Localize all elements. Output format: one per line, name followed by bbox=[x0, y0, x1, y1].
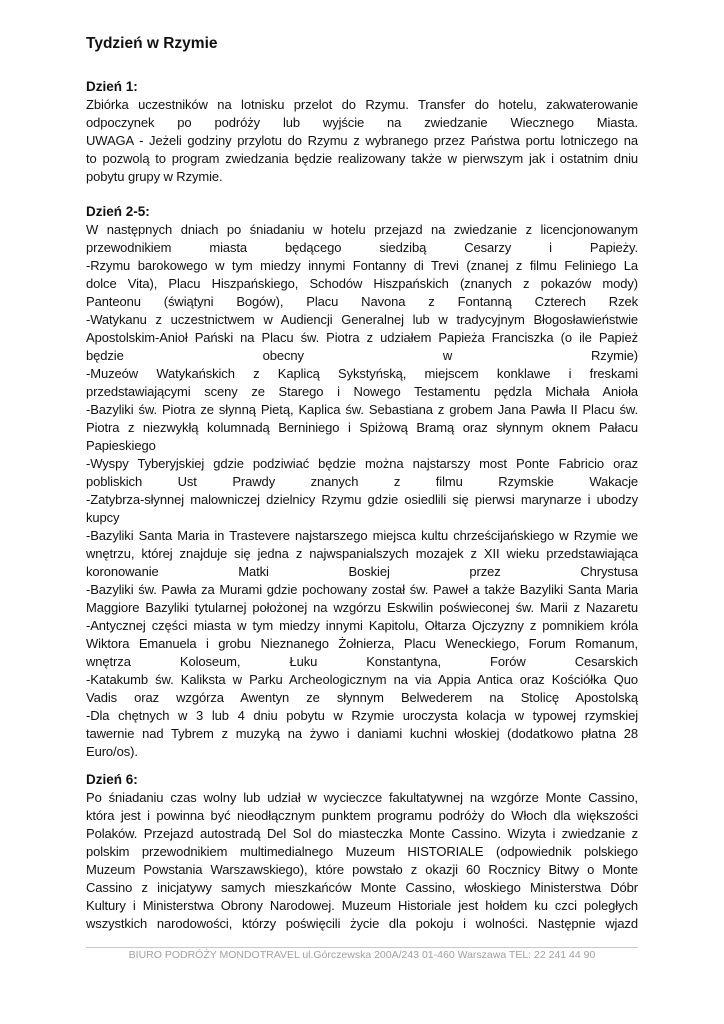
text-line: Papieskiego bbox=[86, 438, 156, 453]
text-line: -Antycznej części miasta w tym miedzy innymi Kapitolu, Ołtarza Ojczyzny z pomnikiem króla bbox=[86, 618, 638, 633]
text-line: koronowanie Matki Boskiej przez Chrystusa bbox=[86, 564, 638, 579]
text-line: UWAGA - Jeżeli godziny przylotu do Rzymu z wybranego przez Państwa portu lotniczego na bbox=[86, 133, 638, 148]
text-line: Polaków. Przejazd autostradą Del Sol do miasteczka Monte Cassino. Wizyta i zwiedzanie z bbox=[86, 826, 638, 841]
text-line: Piotra z niezwykłą kolumnadą Berniniego i Spiżową Bramą oraz słynnym oknem Pałacu bbox=[86, 420, 638, 435]
text-line: Cassino z inicjatywy samych mieszkańców Monte Cassino, włoskiego Ministerstwa Dóbr bbox=[86, 880, 638, 895]
day-6-section bbox=[86, 771, 638, 933]
text-line: Zbiórka uczestników na lotnisku przelot do Rzymu. Transfer do hotelu, zakwaterowanie bbox=[86, 97, 638, 112]
text-line: pobytu grupy w Rzymie. bbox=[86, 169, 223, 184]
text-line: kupcy bbox=[86, 510, 120, 525]
text-line: dolce Vita), Placu Hiszpańskiego, Schodów Hiszpańskich (znanych z pokazów mody) bbox=[86, 276, 638, 291]
text-line: tawernie nad Tybrem z muzyką na żywo i daniami kuchni włoskiej (dodatkowo płatna 28 bbox=[86, 726, 638, 741]
text-line: -Rzymu barokowego w tym miedzy innymi Fontanny di Trevi (znanej z filmu Feliniego La bbox=[86, 258, 638, 273]
text-line: Maggiore Bazyliki tytularnej położonej na wzgórzu Eskwilin poświeconej św. Marii z Nazaretu bbox=[86, 600, 638, 615]
text-line: W następnych dniach po śniadaniu w hotelu przejazd na zwiedzanie z licencjonowanym bbox=[86, 222, 638, 237]
day-1-section bbox=[86, 78, 638, 186]
text-line: wnętrzu, której znajduje się jedna z najwspanialszych mozajek z XII wieku przedstawiająca bbox=[86, 546, 638, 561]
text-line: Po śniadaniu czas wolny lub udział w wycieczce fakultatywnej na wzgórze Monte Cassino, bbox=[86, 790, 638, 805]
text-line: Vadis oraz wzgórza Awentyn ze słynnym Belwederem na Stolicę Apostolską bbox=[86, 690, 638, 705]
text-line: polskim przewodnikiem multimedialnego Muzeum HISTORIALE (odpowiednik polskiego bbox=[86, 844, 638, 859]
day-2-5-section bbox=[86, 203, 638, 761]
text-line: -Katakumb św. Kaliksta w Parku Archeologicznym na via Appia Antica oraz Kościółka Quo bbox=[86, 672, 638, 687]
text-line: -Bazyliki Santa Maria in Trastevere najstarszego miejsca kultu chrześcijańskiego w Rzymie we bbox=[86, 528, 638, 543]
text-line: Apostolskim-Anioł Pański na Placu św. Piotra z udziałem Papieża Franciszka (o ile Papież bbox=[86, 330, 638, 345]
day-heading: Dzień 6: bbox=[86, 772, 138, 787]
text-line: przewodnikiem miasta będącego siedzibą Cesarzy i Papieży. bbox=[86, 240, 638, 255]
day-heading: Dzień 2-5: bbox=[86, 204, 150, 219]
text-line: Wiktora Emanuela i grobu Nieznanego Żołnierza, Placu Weneckiego, Forum Romanum, bbox=[86, 636, 638, 651]
text-line: Euro/os). bbox=[86, 744, 138, 759]
text-line: Muzeum Powstania Warszawskiego), które powstało z okazji 60 Rocznicy Bitwy o Monte bbox=[86, 862, 638, 877]
text-line: pobliskich Ust Prawdy znanych z filmu Rzymskie Wakacje bbox=[86, 474, 638, 489]
text-line: to pozwolą to program zwiedzania będzie realizowany także w pierwszym jak i ostatnim dniu bbox=[86, 151, 638, 166]
text-line: -Wyspy Tyberyjskiej gdzie podziwiać będzie można najstarszy most Ponte Fabricio oraz bbox=[86, 456, 638, 471]
text-line: -Zatybrza-słynnej malowniczej dzielnicy Rzymu gdzie osiedlili się pierwsi marynarze i ubodzy bbox=[86, 492, 638, 507]
page-footer: BIURO PODRÓŻY MONDOTRAVEL ul.Górczewska 200A/243 01-460 Warszawa TEL: 22 241 44 90 bbox=[128, 949, 596, 961]
footer-divider bbox=[86, 947, 638, 948]
text-line: -Bazyliki św. Piotra ze słynną Pietą, Kaplica św. Sebastiana z grobem Jana Pawła II Placu św. bbox=[86, 402, 638, 417]
text-line: odpoczynek po podróży lub wyjście na zwiedzanie Wiecznego Miasta. bbox=[86, 115, 638, 130]
text-line: -Muzeów Watykańskich z Kaplicą Sykstyńską, miejscem konklawe i freskami bbox=[86, 366, 638, 381]
text-line: wnętrza Koloseum, Łuku Konstantyna, Forów Cesarskich bbox=[86, 654, 638, 669]
text-line: wszystkich narodowości, którzy poświęcili życie dla pokoju i wolności. Następnie wjazd bbox=[86, 916, 638, 931]
text-line: Kultury i Ministerstwa Obrony Narodowej. Muzeum Historiale jest hołdem ku czci poległych bbox=[86, 898, 638, 913]
text-line: przedstawiającymi sceny ze Starego i Nowego Testamentu pędzla Michała Anioła bbox=[86, 384, 638, 399]
text-line: -Dla chętnych w 3 lub 4 dniu pobytu w Rzymie uroczysta kolacja w typowej rzymskiej bbox=[86, 708, 638, 723]
day-heading: Dzień 1: bbox=[86, 79, 138, 94]
text-line: -Bazyliki św. Pawła za Murami gdzie pochowany został św. Paweł a także Bazyliki Santa Maria bbox=[86, 582, 638, 597]
document-title: Tydzień w Rzymie bbox=[86, 35, 218, 52]
text-line: -Watykanu z uczestnictwem w Audiencji Generalnej lub w tradycyjnym Błogosławieństwie bbox=[86, 312, 638, 327]
text-line: Panteonu (świątyni Bogów), Placu Navona z Fontanną Czterech Rzek bbox=[86, 294, 638, 309]
text-line: która jest i powinna być nieodłącznym punktem programu podróży do Włoch dla większości bbox=[86, 808, 638, 823]
text-line: będzie obecny w Rzymie) bbox=[86, 348, 638, 363]
